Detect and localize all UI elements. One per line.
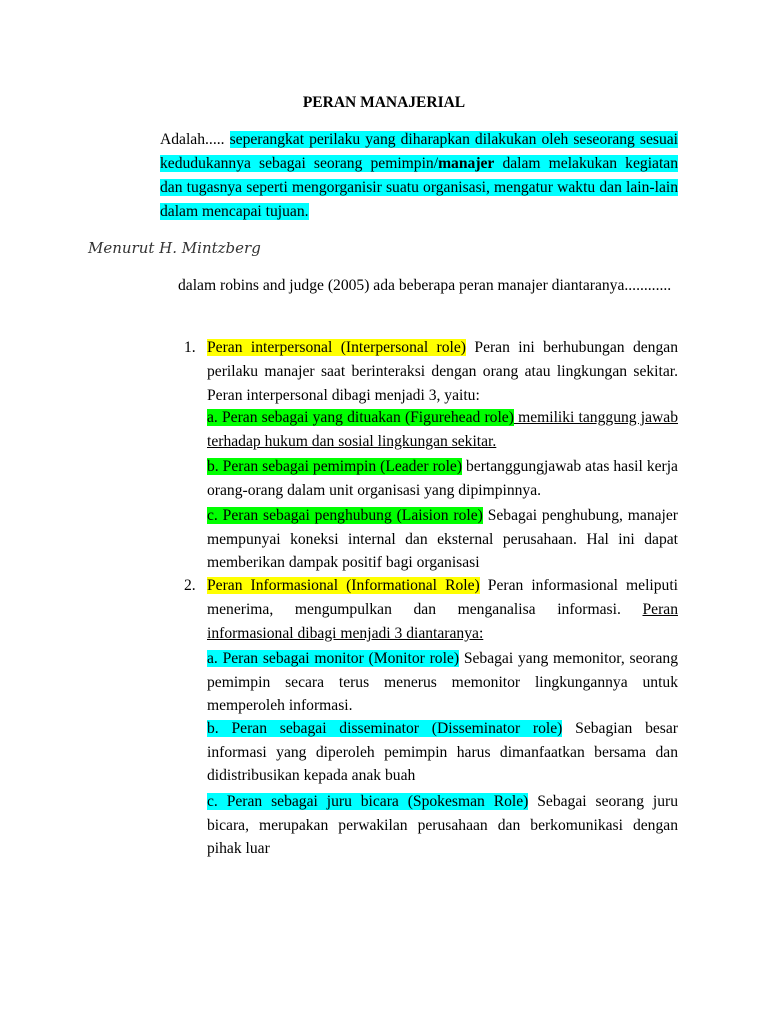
- subitem-text: Sebagai yang memonitor, seorang pemimpin secara terus menerus memonitor lingkungannya untuk memperoleh informasi.: [207, 650, 678, 714]
- definition-bold-term: manajer: [438, 155, 495, 172]
- item-heading: Peran interpersonal (Interpersonal role): [207, 339, 466, 356]
- subitem-disseminator: [207, 717, 678, 788]
- list-item-informational: [207, 574, 678, 646]
- subitem-text: bertanggungjawab atas hasil kerja orang-orang dalam unit organisasi yang dipimpinnya.: [207, 458, 678, 499]
- subitem-heading: b. Peran sebagai disseminator (Disseminator role): [207, 720, 563, 737]
- subitem-monitor: [207, 647, 678, 718]
- item-text: Peran informasional meliputi menerima, mengumpulkan dan menganalisa informasi.: [207, 577, 678, 618]
- list-item-interpersonal: [207, 336, 678, 408]
- subitem-spokesman: [207, 790, 678, 861]
- subitem-heading: b. Peran sebagai pemimpin (Leader role): [207, 458, 463, 475]
- definition-highlight: [160, 131, 678, 220]
- definition-text-1: seperangkat perilaku yang diharapkan dilakukan oleh seseorang sesuai kedudukannya sebagai seorang pemimpin/: [160, 131, 678, 172]
- subitem-figurehead: [207, 406, 678, 453]
- definition-lead: Adalah.....: [160, 131, 230, 148]
- item-heading: Peran Informasional (Informational Role): [207, 577, 480, 594]
- list-number-1: 1.: [184, 339, 196, 356]
- subitem-heading: a. Peran sebagai yang dituakan (Figurehead role): [207, 409, 514, 426]
- subitem-leader: [207, 455, 678, 502]
- page-title: PERAN MANAJERIAL: [302, 94, 466, 111]
- subitem-heading: a. Peran sebagai monitor (Monitor role): [207, 650, 460, 667]
- subitem-text: Sebagian besar informasi yang diperoleh pemimpin harus dimanfaatkan bersama dan didistribusikan kepada anak buah: [207, 720, 678, 784]
- source-heading: Menurut H. Mintzberg: [88, 239, 261, 257]
- subitem-liaison: [207, 504, 678, 575]
- subitem-heading: c. Peran sebagai penghubung (Laision role): [207, 507, 483, 524]
- intro-paragraph: dalam robins and judge (2005) ada beberapa peran manajer diantaranya............: [178, 277, 672, 294]
- subitem-text: memiliki tanggung jawab terhadap hukum dan sosial lingkungan sekitar.: [207, 409, 678, 450]
- list-number-2: 2.: [184, 577, 196, 594]
- subitem-text: Sebagai seorang juru bicara, merupakan perwakilan perusahaan dan berkomunikasi dengan pihak luar: [207, 793, 678, 857]
- item-text: Peran ini berhubungan dengan perilaku manajer saat berinteraksi dengan orang atau lingkungan sekitar. Peran interpersonal dibagi menjadi 3, yaitu:: [207, 339, 678, 404]
- item-text-underlined: Peran informasional dibagi menjadi 3 diantaranya:: [207, 601, 678, 642]
- subitem-text: Sebagai penghubung, manajer mempunyai koneksi internal dan eksternal perusahaan. Hal ini dapat memberikan dampak positif bagi organisasi: [207, 507, 678, 571]
- subitem-heading: c. Peran sebagai juru bicara (Spokesman Role): [207, 793, 529, 810]
- definition-paragraph: [160, 128, 678, 224]
- definition-text-2: dalam melakukan kegiatan dan tugasnya seperti mengorganisir suatu organisasi, mengatur waktu dan lain-lain dalam mencapai tujuan.: [160, 155, 678, 220]
